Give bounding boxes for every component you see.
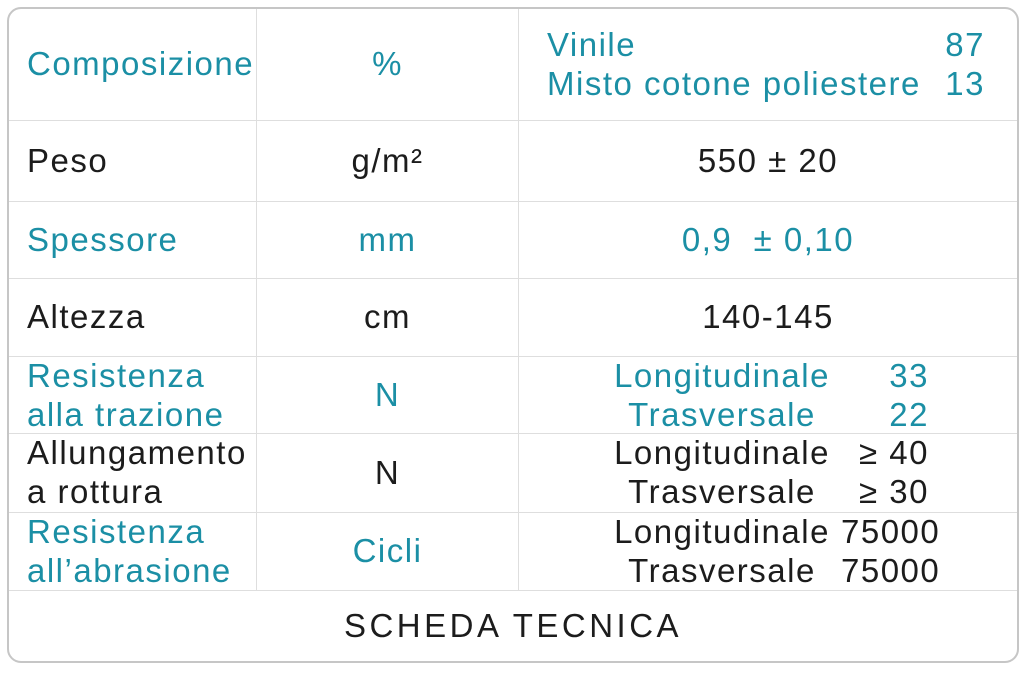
table-row-allungamento <box>9 434 1017 513</box>
value-line <box>519 396 1017 435</box>
unit-label: cm <box>257 279 519 356</box>
spec-sheet-card <box>7 7 1019 663</box>
unit-label: g/m² <box>257 121 519 201</box>
footer <box>9 591 1017 661</box>
value-cell <box>519 513 1019 591</box>
value-line-number: ≥ 30 <box>859 473 929 510</box>
table-row-composizione <box>9 9 1017 121</box>
value-line <box>519 65 1017 104</box>
value-line <box>519 473 1017 512</box>
value-text: 140-145 <box>702 298 834 336</box>
value-line-label: Trasversale <box>628 395 816 433</box>
unit-label: N <box>257 434 519 512</box>
value-line <box>519 552 1019 591</box>
table-row-spessore <box>9 202 1017 279</box>
property-label: Resistenza all’abrasione <box>9 513 257 591</box>
value-line-label: Trasversale <box>628 473 816 510</box>
value-cell <box>519 357 1017 435</box>
value-line-number: 87 <box>945 25 985 63</box>
value-line-number: 75000 <box>841 551 941 589</box>
value-line-label: Longitudinale <box>614 357 830 394</box>
value-cell <box>519 121 1017 201</box>
unit-label: % <box>257 9 519 120</box>
property-label: Spessore <box>9 202 257 278</box>
page-title: SCHEDA TECNICA <box>343 607 683 644</box>
value-text: 550 ± 20 <box>697 141 839 179</box>
unit-label: Cicli <box>257 513 519 591</box>
value-line-number: 22 <box>889 395 929 433</box>
value-line <box>519 357 1017 396</box>
unit-label: N <box>257 357 519 435</box>
property-label: Composizione <box>9 9 257 120</box>
value-line-label: Misto cotone poliestere <box>547 64 921 102</box>
table-row-altezza <box>9 279 1017 357</box>
value-cell <box>519 279 1017 356</box>
value-cell <box>519 434 1017 512</box>
value-line-label: Longitudinale <box>614 434 830 472</box>
value-line-number: 75000 <box>841 513 941 550</box>
value-cell <box>519 9 1017 120</box>
value-line <box>519 26 1017 65</box>
table-row-resistenza-trazione <box>9 357 1017 434</box>
value-line <box>519 513 1019 552</box>
value-line-label: Vinile <box>547 25 637 63</box>
value-text: 0,9 ± 0,10 <box>681 220 855 258</box>
property-label: Resistenza alla trazione <box>9 357 257 435</box>
value-line-label: Trasversale <box>628 551 816 589</box>
value-cell <box>519 202 1017 278</box>
value-line-label: Longitudinale <box>614 513 830 550</box>
value-line <box>519 434 1017 473</box>
property-label: Allungamento a rottura <box>9 434 257 512</box>
value-line-number: 13 <box>945 64 985 102</box>
value-line-number: ≥ 40 <box>859 434 929 472</box>
property-label: Altezza <box>9 279 257 356</box>
table-row-peso <box>9 121 1017 202</box>
value-line-number: 33 <box>889 357 929 394</box>
unit-label: mm <box>257 202 519 278</box>
property-label: Peso <box>9 121 257 201</box>
table-row-resistenza-abrasione <box>9 513 1017 591</box>
